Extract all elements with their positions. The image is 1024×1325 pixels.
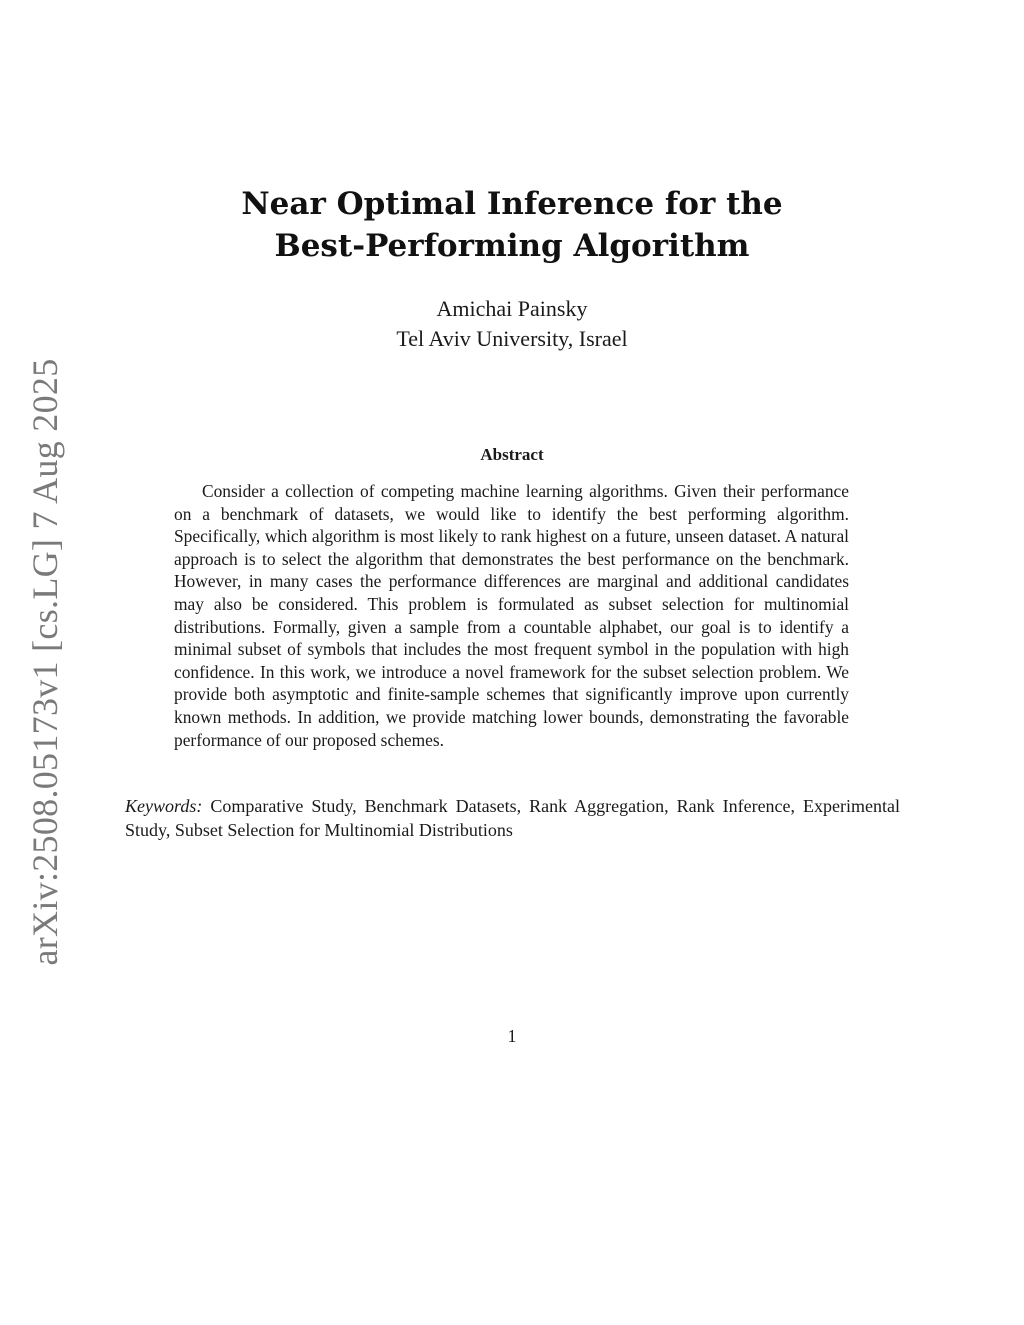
abstract-body: Consider a collection of competing machine learning algorithms. Given their performance on a benchmark of datasets, we would like to identify the best performing algorithm. Specifically, which algorithm is most likely to rank highest on a future, unseen dataset. A natural approach is to select the algorithm that demonstrates the best performance on the benchmark. However, in many cases the performance differences are marginal and additional candidates may also be considered. This problem is formulated as subset selection for multinomial distributions. Formally, given a sample from a countable alphabet, our goal is to identify a minimal subset of symbols that includes the most frequent symbol in the population with high confidence. In this work, we introduce a novel framework for the subset selection problem. We provide both asymptotic and finite-sample schemes that significantly improve upon currently known methods. In addition, we provide matching lower bounds, demonstrating the favorable performance of our proposed schemes.: [174, 481, 849, 750]
title-line-2: Best-Performing Algorithm: [274, 228, 750, 264]
paper-title: [0, 183, 1024, 267]
keywords-list: Comparative Study, Benchmark Datasets, Rank Aggregation, Rank Inference, Experimental Study, Subset Selection for Multinomial Distributions: [125, 796, 901, 840]
abstract-heading: Abstract: [480, 445, 544, 464]
arxiv-identifier-stamp: arXiv:2508.05173v1 [cs.LG] 7 Aug 2025: [25, 358, 65, 966]
author-block: [0, 294, 1024, 354]
page-number: 1: [507, 1026, 517, 1046]
author-name: Amichai Painsky: [436, 296, 588, 321]
keywords-label: Keywords:: [125, 796, 203, 816]
author-affiliation: Tel Aviv University, Israel: [396, 326, 628, 351]
keywords-section: [125, 794, 900, 842]
title-line-1: Near Optimal Inference for the: [241, 186, 783, 222]
